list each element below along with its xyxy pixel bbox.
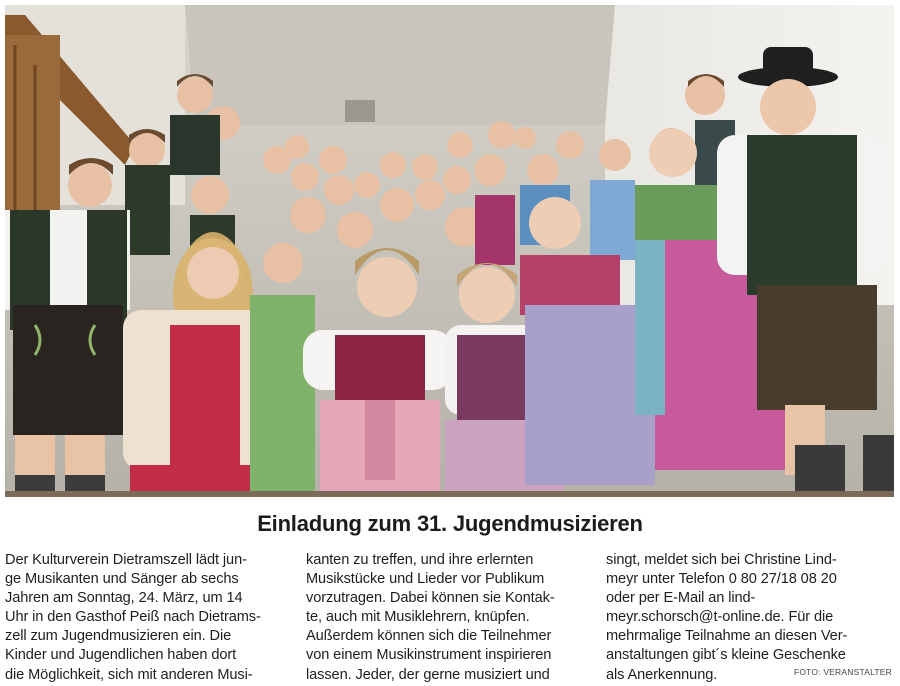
article-column-3 (606, 551, 898, 685)
text-line: anstaltungen gibt´s kleine Geschenke (606, 647, 846, 664)
text-line: als Anerkennung. (606, 666, 718, 683)
text-line: die Möglichkeit, sich mit anderen Musi- (5, 666, 253, 683)
text-line: singt, meldet sich bei Christine Lind- (606, 552, 837, 568)
text-line: meyr unter Telefon 0 80 27/18 08 20 (606, 571, 837, 588)
text-line: Außerdem können sich die Teilnehmer (306, 628, 552, 645)
text-line: oder per E-Mail an lind- (606, 590, 756, 607)
group-photo (5, 5, 894, 497)
text-line: von einem Musikinstrument inspirieren (306, 647, 552, 664)
text-line: Jahren am Sonntag, 24. März, um 14 (5, 590, 243, 607)
text-line: Kinder und Jugendlichen haben dort (5, 647, 237, 664)
text-line: vorzutragen. Dabei können sie Kontak- (306, 590, 555, 607)
text-line: mehrmalige Teilnahme an diesen Ver- (606, 628, 848, 645)
text-line: kanten zu treffen, und ihre erlernten (306, 552, 534, 568)
text-line: Musikstücke und Lieder vor Publikum (306, 571, 545, 588)
text-line: ge Musikanten und Sänger ab sechs (5, 571, 239, 588)
article-column-1 (5, 551, 297, 685)
text-line: te, auch mit Musiklehrern, knüpfen. (306, 609, 530, 626)
text-line: meyr.schorsch@t-online.de. Für die (606, 609, 834, 626)
article-column-2 (306, 551, 598, 685)
text-line: zell zum Jugendmusizieren ein. Die (5, 628, 232, 645)
text-line: lassen. Jeder, der gerne musiziert und (306, 666, 550, 683)
text-line: Der Kulturverein Dietramszell lädt jun- (5, 552, 247, 568)
photo-credit: FOTO: VERANSTALTER (793, 667, 892, 677)
article-headline: Einladung zum 31. Jugendmusizieren (257, 511, 643, 536)
group-photo-illustration (5, 5, 894, 497)
text-line: Uhr in den Gasthof Peiß nach Dietrams- (5, 609, 261, 626)
